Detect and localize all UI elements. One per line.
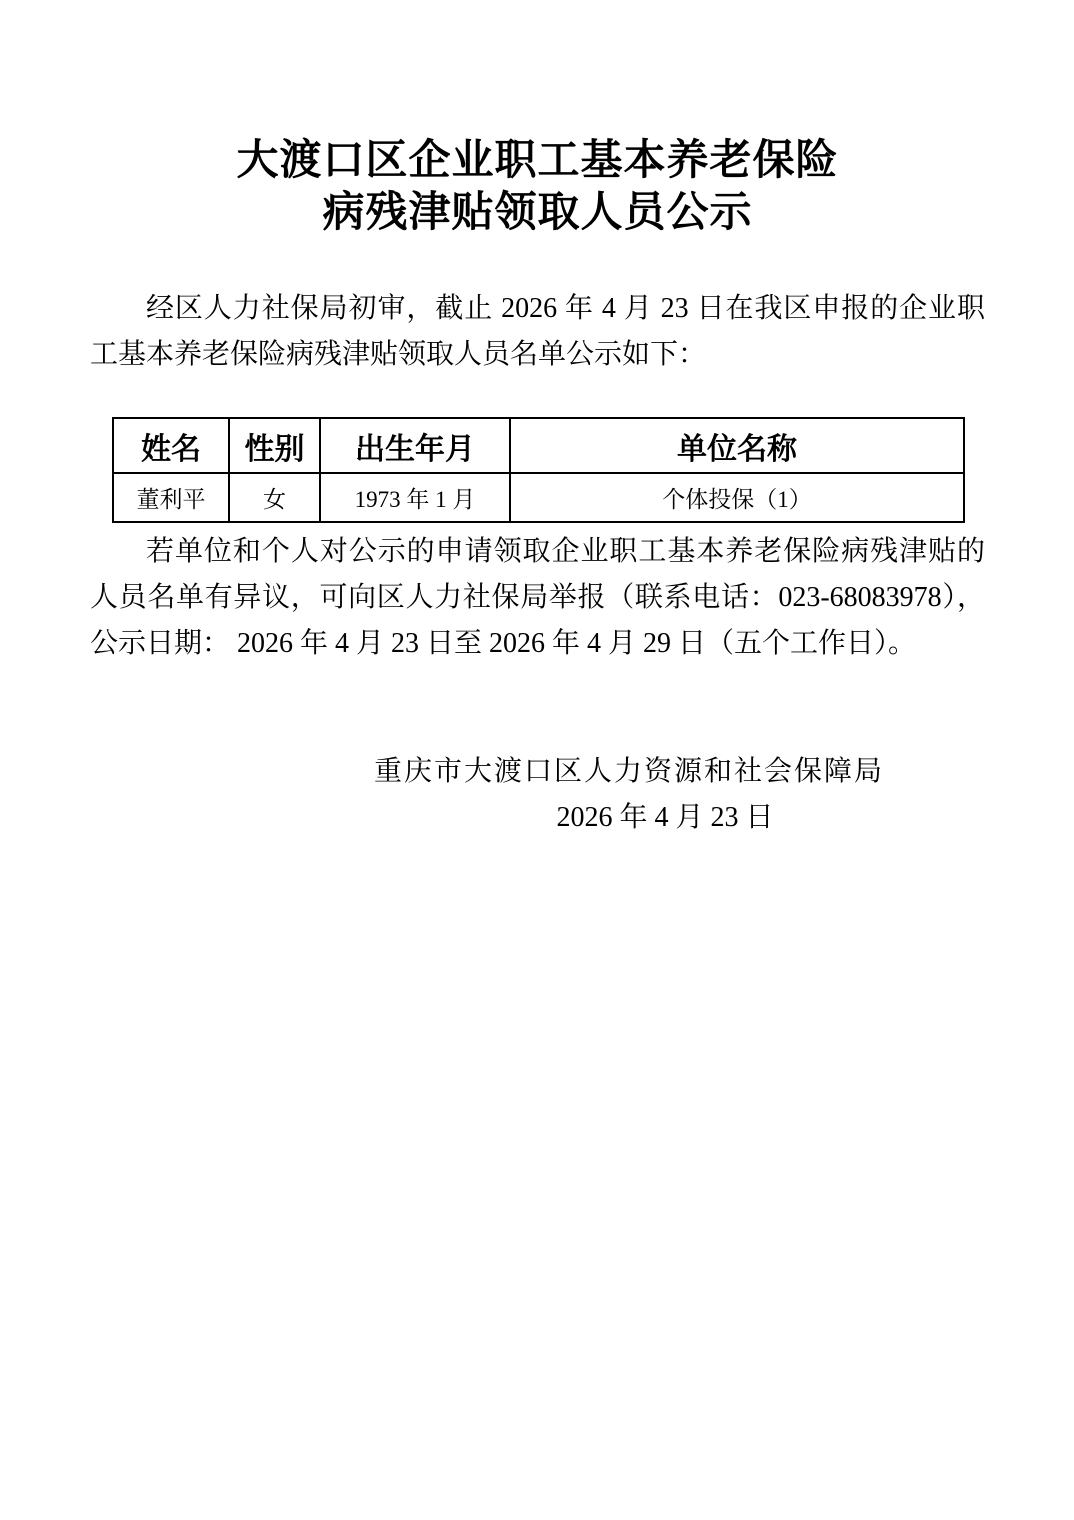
intro-paragraph: [90, 286, 985, 378]
roster-data-row: [113, 473, 964, 522]
signature-block: [373, 749, 885, 841]
intro-line-1: 经区人力社保局初审，截止 2026 年 4 月 23 日在我区申报的企业职: [146, 293, 985, 324]
notice-paragraph: [90, 529, 985, 667]
cell-birth: 1973 年 1 月: [320, 473, 510, 522]
title-line-2: 病残津贴领取人员公示: [322, 190, 753, 236]
header-cell-name: 姓名: [113, 418, 229, 473]
signature-org: 重庆市大渡口区人力资源和社会保障局: [373, 756, 884, 787]
header-cell-gender: 性别: [229, 418, 320, 473]
notice-line-3: 公示日期： 2026 年 4 月 23 日至 2026 年 4 月 29 日（五个工作日）。: [90, 628, 917, 659]
document-title: [90, 135, 985, 239]
roster-header-row: [113, 418, 964, 473]
cell-gender: 女: [229, 473, 320, 522]
cell-name: 董利平: [113, 473, 229, 522]
signature-date: 2026 年 4 月 23 日: [556, 802, 774, 833]
roster-table: [112, 417, 965, 523]
notice-line-2: 人员名单有异议，可向区人力社保局举报（联系电话：023-68083978），: [90, 582, 985, 613]
intro-line-2: 工基本养老保险病残津贴领取人员名单公示如下：: [90, 339, 707, 370]
title-line-1: 大渡口区企业职工基本养老保险: [236, 138, 839, 184]
header-cell-birth: 出生年月: [320, 418, 510, 473]
cell-unit: 个体投保（1）: [510, 473, 964, 522]
header-cell-unit: 单位名称: [510, 418, 964, 473]
notice-line-1: 若单位和个人对公示的申请领取企业职工基本养老保险病残津贴的: [146, 536, 985, 567]
